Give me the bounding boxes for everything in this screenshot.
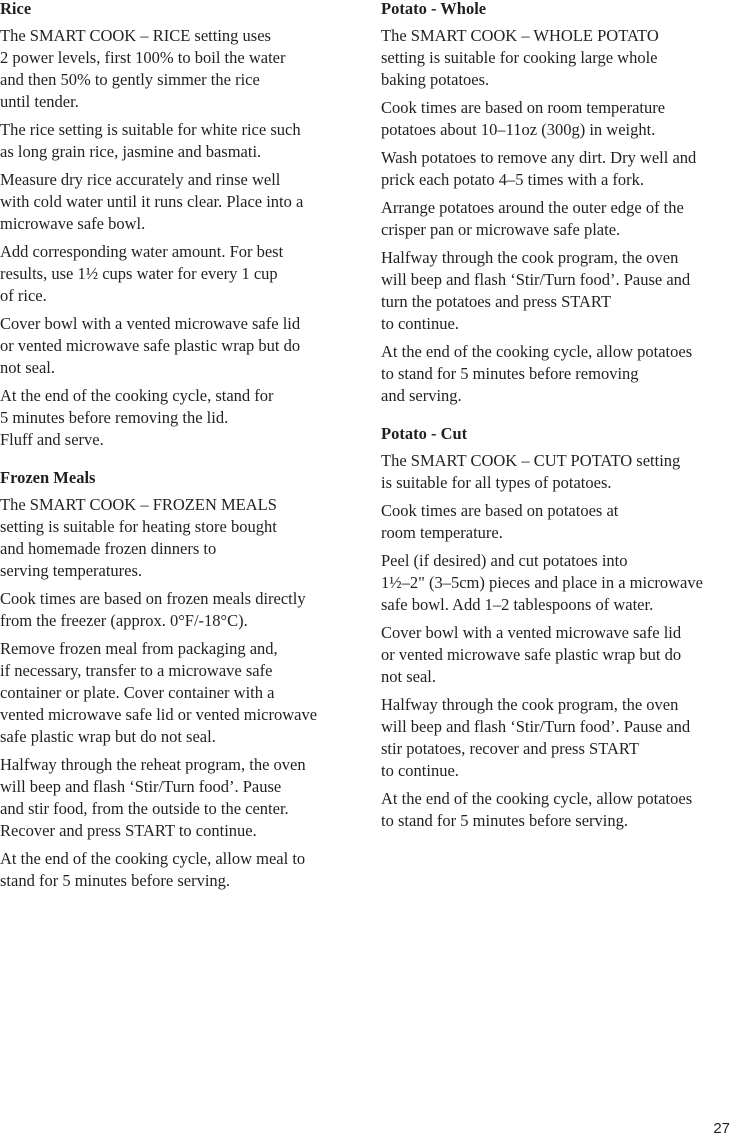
section-paragraph: Halfway through the cook program, the oven will beep and flash ‘Stir/Turn food’. Pause and stir potatoes, recover and press START to continue. bbox=[381, 695, 691, 780]
section-paragraph: Cook times are based on potatoes at room temperature. bbox=[381, 501, 619, 542]
section-paragraph: Cover bowl with a vented microwave safe lid or vented microwave safe plastic wrap but do not seal. bbox=[381, 623, 682, 686]
section-paragraph: The SMART COOK – CUT POTATO setting is suitable for all types of potatoes. bbox=[381, 451, 681, 492]
section-paragraph: Halfway through the reheat program, the oven will beep and flash ‘Stir/Turn food’. Pause and stir food, from the outside to the center. Recover and press START to continue. bbox=[0, 755, 306, 840]
section-paragraph: Peel (if desired) and cut potatoes into 1½–2" (3–5cm) pieces and place in a microwave safe bowl. Add 1–2 tablespoons of water. bbox=[381, 551, 703, 614]
section-paragraph: The SMART COOK – RICE setting uses 2 power levels, first 100% to boil the water and then 50% to gently simmer the rice until tender. bbox=[0, 26, 286, 111]
section-heading: Potato - Whole bbox=[381, 0, 487, 18]
section-paragraph: Arrange potatoes around the outer edge of the crisper pan or microwave safe plate. bbox=[381, 198, 684, 239]
section-paragraph: The SMART COOK – WHOLE POTATO setting is suitable for cooking large whole baking potatoes. bbox=[381, 26, 659, 89]
section-paragraph: Halfway through the cook program, the oven will beep and flash ‘Stir/Turn food’. Pause and turn the potatoes and press START to continue. bbox=[381, 248, 691, 333]
right-column bbox=[381, 0, 732, 838]
page-number: 27 bbox=[713, 1120, 730, 1137]
section-paragraph: At the end of the cooking cycle, allow meal to stand for 5 minutes before serving. bbox=[0, 849, 306, 890]
section-paragraph: Wash potatoes to remove any dirt. Dry well and prick each potato 4–5 times with a fork. bbox=[381, 148, 697, 189]
section-paragraph: Cover bowl with a vented microwave safe lid or vented microwave safe plastic wrap but do not seal. bbox=[0, 314, 301, 377]
section-heading: Rice bbox=[0, 0, 32, 18]
section-paragraph: Measure dry rice accurately and rinse well with cold water until it runs clear. Place into a microwave safe bowl. bbox=[0, 170, 304, 233]
section-paragraph: The rice setting is suitable for white rice such as long grain rice, jasmine and basmati. bbox=[0, 120, 301, 161]
section-paragraph: Add corresponding water amount. For best results, use 1½ cups water for every 1 cup of rice. bbox=[0, 242, 284, 305]
left-column bbox=[0, 0, 360, 898]
section-paragraph: Cook times are based on room temperature potatoes about 10–11oz (300g) in weight. bbox=[381, 98, 666, 139]
section-paragraph: Cook times are based on frozen meals directly from the freezer (approx. 0°F/-18°C). bbox=[0, 589, 306, 630]
section-paragraph: At the end of the cooking cycle, allow potatoes to stand for 5 minutes before removing and serving. bbox=[381, 342, 693, 405]
section-heading: Potato - Cut bbox=[381, 424, 468, 443]
section-paragraph: Remove frozen meal from packaging and, if necessary, transfer to a microwave safe container or plate. Cover container with a vented microwave safe lid or vented microwave safe plastic wrap but do not seal. bbox=[0, 639, 318, 746]
section-heading: Frozen Meals bbox=[0, 468, 96, 487]
section-paragraph: At the end of the cooking cycle, stand for 5 minutes before removing the lid. Fluff and serve. bbox=[0, 386, 274, 449]
section-paragraph: The SMART COOK – FROZEN MEALS setting is suitable for heating store bought and homemade frozen dinners to serving temperatures. bbox=[0, 495, 277, 580]
section-paragraph: At the end of the cooking cycle, allow potatoes to stand for 5 minutes before serving. bbox=[381, 789, 693, 830]
